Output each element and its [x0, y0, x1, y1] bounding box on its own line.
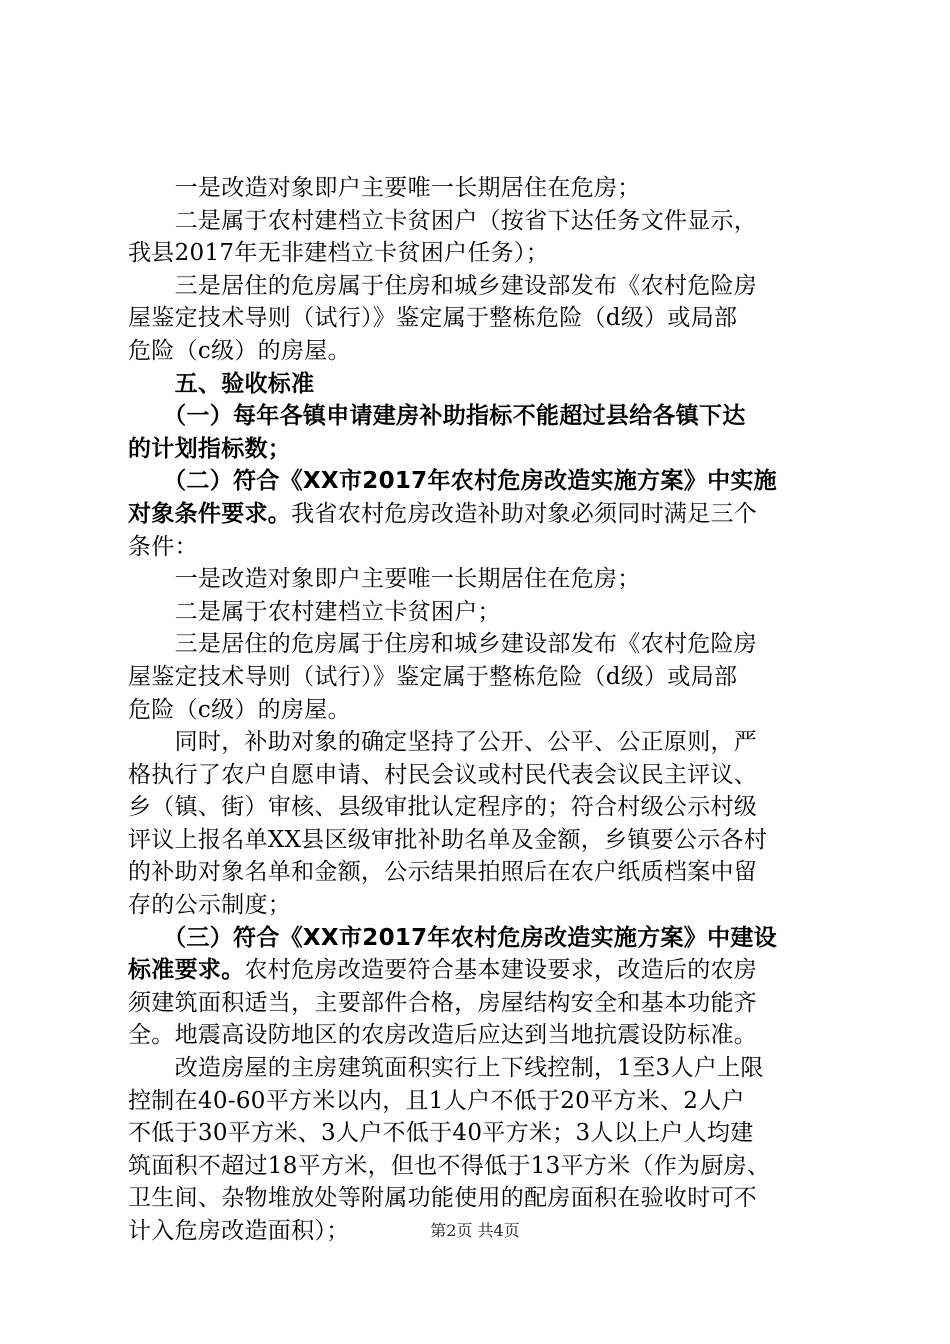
document-body [128, 172, 832, 1248]
text-line: 卫生间、杂物堆放处等附属功能使用的配房面积在验收时可不 [128, 1185, 758, 1212]
text-line: 三是居住的危房属于住房和城乡建设部发布《农村危险房 [128, 272, 758, 299]
text-line: 屋鉴定技术导则（试行）》鉴定属于整栋危险（d级）或局部 [128, 305, 738, 332]
text-line: 筑面积不超过18平方米，但也不得低于13平方米（作为厨房、 [128, 1152, 771, 1179]
text-line: 乡（镇、街）审核、县级审批认定程序的；符合村级公示村级 [128, 794, 758, 821]
text-line: 二是属于农村建档立卡贫困户（按省下达任务文件显示， [128, 207, 758, 234]
page-number: 第2页 共4页 [430, 1221, 520, 1240]
subsection-heading: （三）符合《XX市2017年农村危房改造实施方案》中建设 [128, 924, 777, 951]
page-footer [0, 1218, 950, 1241]
text-line: 二是属于农村建档立卡贫困户； [128, 598, 501, 625]
text-line: 一是改造对象即户主要唯一长期居住在危房； [128, 566, 641, 593]
text-line [128, 954, 832, 987]
text-run: 农村危房改造要符合基本建设要求，改造后的农房 [244, 957, 758, 984]
text-line: 屋鉴定技术导则（试行）》鉴定属于整栋危险（d级）或局部 [128, 663, 738, 690]
text-line: 三是居住的危房属于住房和城乡建设部发布《农村危险房 [128, 631, 758, 658]
text-line: 同时，补助对象的确定坚持了公开、公平、公正原则，严 [128, 729, 758, 756]
text-line: 须建筑面积适当，主要部件合格，房屋结构安全和基本功能齐 [128, 989, 758, 1016]
subsection-heading: （一）每年各镇申请建房补助指标不能超过县给各镇下达 [128, 403, 746, 430]
text-line: 我县2017年无非建档立卡贫困户任务）； [128, 240, 550, 267]
text-line: 危险（c级）的房屋。 [128, 696, 351, 723]
subsection-heading: （二）符合《XX市2017年农村危房改造实施方案》中实施 [128, 468, 777, 495]
text-line: 一是改造对象即户主要唯一长期居住在危房； [128, 175, 641, 201]
text-line: 控制在40-60平方米以内，且1人户不低于20平方米、2人户 [128, 1087, 745, 1114]
section-heading: 五、验收标准 [128, 370, 315, 397]
subsection-heading: 的计划指标数； [128, 435, 292, 462]
subsection-heading-tail: 对象条件要求。 [128, 500, 292, 527]
text-line: 计入危房改造面积）； [128, 1218, 350, 1244]
subsection-heading-tail: 标准要求。 [128, 957, 245, 984]
text-run: 我省农村危房改造补助对象必须同时满足三个 [291, 500, 758, 527]
text-line: 危险（c级）的房屋。 [128, 337, 351, 364]
text-line: 不低于30平方米、3人户不低于40平方米；3人以上户人均建 [128, 1120, 754, 1147]
text-line: 存的公示制度； [128, 892, 292, 919]
text-line: 的补助对象名单和金额，公示结果拍照后在农户纸质档案中留 [128, 859, 758, 886]
text-line: 条件： [128, 533, 198, 560]
text-line [128, 498, 832, 531]
text-line: 全。地震高设防地区的农房改造后应达到当地抗震设防标准。 [128, 1022, 758, 1049]
text-line: 格执行了农户自愿申请、村民会议或村民代表会议民主评议、 [128, 761, 758, 788]
text-line: 评议上报名单XX县区级审批补助名单及金额，乡镇要公示各村 [128, 826, 768, 853]
text-line: 改造房屋的主房建筑面积实行上下线控制，1至3人户上限 [128, 1055, 764, 1082]
paragraph [128, 172, 832, 1248]
